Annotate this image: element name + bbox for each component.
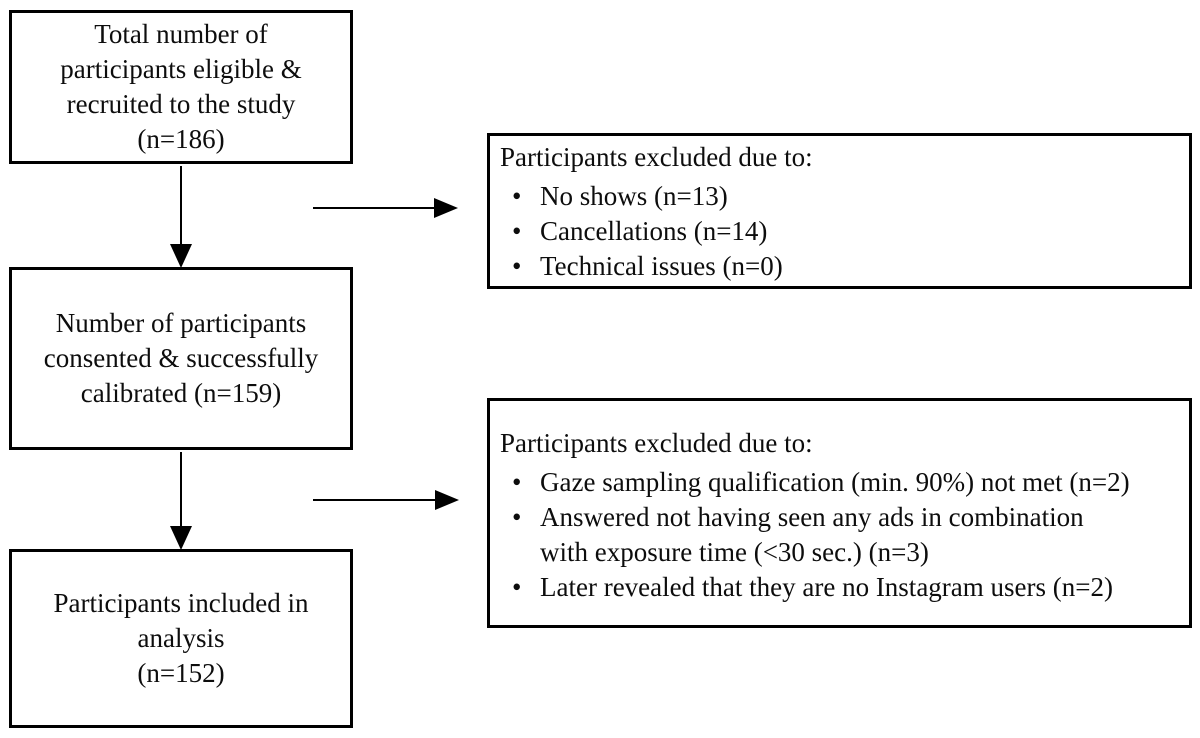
exclusion-item-text: Technical issues (n=0)	[540, 251, 783, 281]
flow-box-line: Participants included in	[53, 588, 309, 618]
bullet-icon: •	[512, 181, 522, 211]
arrow-calibrated-to-analysis	[170, 452, 192, 550]
bullet-icon: •	[512, 251, 522, 281]
arrow-head-icon	[435, 490, 459, 510]
flow-box-line: analysis	[137, 623, 225, 653]
exclusion-item	[500, 179, 1177, 214]
exclusion-item-text: Later revealed that they are no Instagram users (n=2)	[540, 572, 1113, 602]
exclusion-item	[500, 500, 1177, 570]
bullet-icon: •	[512, 467, 522, 497]
flow-box-line: recruited to the study	[66, 89, 296, 119]
bullet-icon: •	[512, 572, 522, 602]
arrow-head-icon	[434, 198, 458, 218]
exclusion-item-text: Gaze sampling qualification (min. 90%) not met (n=2)	[540, 467, 1130, 497]
flow-box-line: Number of participants	[55, 308, 307, 338]
exclusion-item-text: No shows (n=13)	[540, 181, 728, 211]
exclusion-list	[500, 179, 1177, 284]
flow-box-line: (n=152)	[137, 658, 225, 688]
flow-box-line: participants eligible &	[60, 54, 302, 84]
exclusion-item	[500, 465, 1177, 500]
arrow-head-icon	[170, 244, 192, 268]
flow-box-analysis	[9, 549, 353, 728]
flow-box-line: (n=186)	[137, 124, 225, 154]
bullet-icon: •	[512, 502, 522, 532]
flow-box-calibrated	[9, 267, 353, 450]
exclusion-item	[500, 214, 1177, 249]
exclusion-box-2	[487, 398, 1192, 628]
exclusion-box-1	[487, 133, 1192, 289]
flow-box-recruited	[9, 10, 353, 164]
flow-box-line: calibrated (n=159)	[80, 378, 282, 408]
flow-box-line: consented & successfully	[43, 343, 319, 373]
arrow-exclusion-2	[313, 490, 459, 510]
exclusion-item-text: with exposure time (<30 sec.) (n=3)	[540, 537, 929, 567]
arrow-recruited-to-calibrated	[170, 166, 192, 268]
exclusion-list	[500, 465, 1177, 605]
flow-box-line: Total number of	[94, 19, 268, 49]
exclusion-item	[500, 249, 1177, 284]
exclusion-item-text: Answered not having seen any ads in combination	[540, 502, 1084, 532]
arrow-exclusion-1	[313, 198, 458, 218]
exclusion-title: Participants excluded due to:	[500, 142, 813, 172]
exclusion-title: Participants excluded due to:	[500, 428, 813, 458]
exclusion-item-text: Cancellations (n=14)	[540, 216, 768, 246]
exclusion-item	[500, 570, 1177, 605]
bullet-icon: •	[512, 216, 522, 246]
arrow-head-icon	[170, 526, 192, 550]
